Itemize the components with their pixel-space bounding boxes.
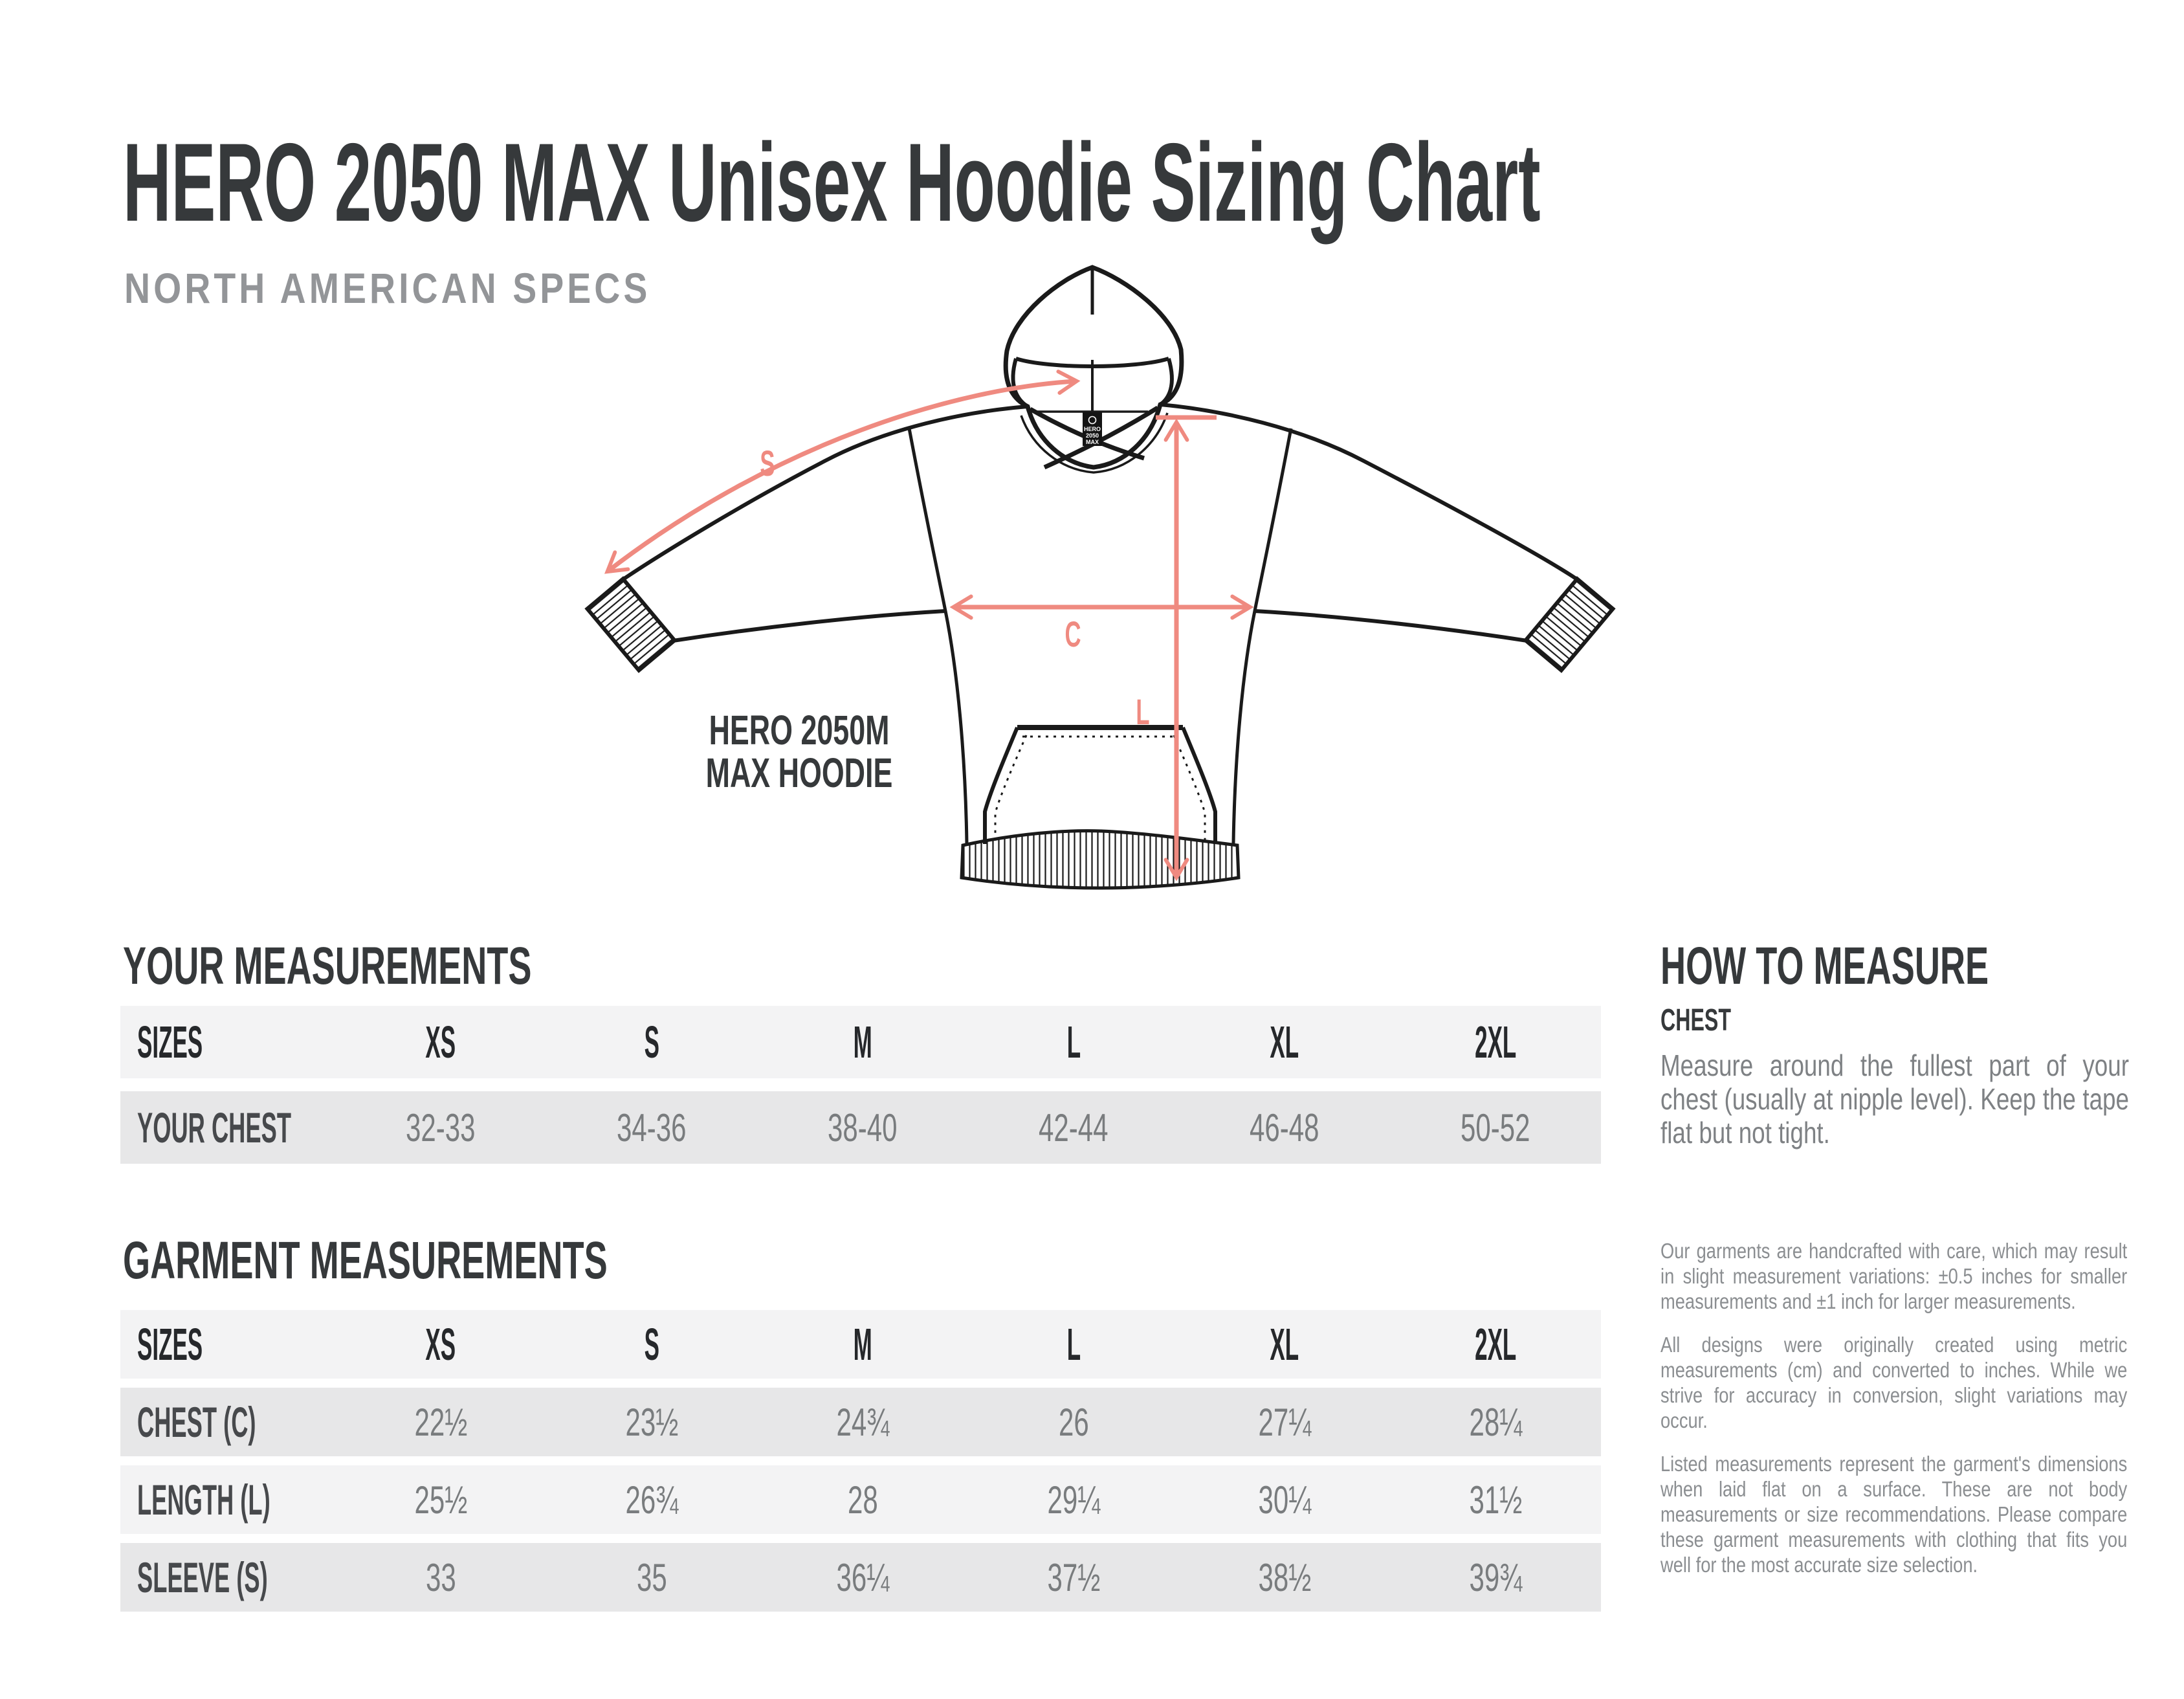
your-chest-2xl: 50-52 <box>1461 1105 1530 1149</box>
sleeve-arrow-label: S <box>760 443 775 483</box>
length-row <box>120 1465 1601 1534</box>
garment-header-row <box>120 1310 1601 1379</box>
chest-arrow-label: C <box>1064 614 1081 654</box>
column-header-l: L <box>1066 1017 1081 1067</box>
sleeve-s: 35 <box>636 1555 667 1599</box>
length-s: 26¾ <box>625 1478 678 1522</box>
kangaroo-pocket <box>985 727 1215 844</box>
column-header-2xl: 2XL <box>1474 1017 1517 1067</box>
garment-header-2xl: 2XL <box>1474 1319 1517 1370</box>
your-chest-xs: 32-33 <box>406 1105 476 1149</box>
row-label-sleeve: SLEEVE (S) <box>137 1553 268 1601</box>
sleeve-row <box>120 1543 1601 1612</box>
chest-row <box>120 1388 1601 1456</box>
row-label-chest: CHEST (C) <box>137 1398 256 1446</box>
garment-header-m: M <box>853 1319 872 1370</box>
hood <box>1006 267 1182 472</box>
your-chest-xl: 46-48 <box>1250 1105 1319 1149</box>
your-chest-m: 38-40 <box>828 1105 898 1149</box>
sleeve-m: 36¼ <box>836 1555 889 1599</box>
note-paragraph-1: Our garments are handcrafted with care, which may result in slight measurement variations: ±0.5 inches for smaller measurements and ±1 inch for larger measurements. <box>1660 1239 2128 1314</box>
length-xs: 25½ <box>414 1478 467 1522</box>
length-l: 29¼ <box>1047 1478 1100 1522</box>
chest-2xl: 28¼ <box>1469 1400 1522 1444</box>
disclaimer-notes <box>1660 1239 2127 1596</box>
left-cuff <box>588 579 675 670</box>
column-header-sizes: SIZES <box>137 1017 203 1067</box>
note-paragraph-2: All designs were originally created using metric measurements (cm) and converted to inches. While we strive for accuracy in conversion, slight variations may occur. <box>1660 1333 2128 1433</box>
garment-header-sizes: SIZES <box>137 1319 203 1370</box>
how-to-measure-subheading: CHEST <box>1660 1003 1732 1038</box>
neck-tag-line2: 2050 <box>1085 432 1099 439</box>
garment-header-l: L <box>1066 1319 1081 1370</box>
garment-measurements-heading: GARMENT MEASUREMENTS <box>123 1231 608 1290</box>
chest-xl: 27¼ <box>1258 1400 1311 1444</box>
chest-s: 23½ <box>625 1400 678 1444</box>
sleeve-xs: 33 <box>425 1555 456 1599</box>
column-header-m: M <box>853 1017 872 1067</box>
chest-m: 24¾ <box>836 1400 889 1444</box>
neck-tag-line3: MAX <box>1086 439 1099 445</box>
sleeve-l: 37½ <box>1047 1555 1100 1599</box>
length-xl: 30¼ <box>1258 1478 1311 1522</box>
right-cuff <box>1526 579 1613 670</box>
product-label-line1: HERO 2050M <box>709 707 890 753</box>
your-measurements-heading: YOUR MEASUREMENTS <box>123 937 532 995</box>
length-2xl: 31½ <box>1469 1478 1522 1522</box>
chest-l: 26 <box>1058 1400 1089 1444</box>
measurement-arrows <box>608 381 1249 876</box>
hoodie-diagram <box>582 252 1631 951</box>
chest-xs: 22½ <box>414 1400 467 1444</box>
row-label-your-chest: YOUR CHEST <box>137 1104 291 1151</box>
column-header-xs: XS <box>425 1017 456 1067</box>
neck-tag-line1: HERO <box>1083 426 1101 432</box>
your-chest-s: 34-36 <box>617 1105 687 1149</box>
garment-header-xs: XS <box>425 1319 456 1370</box>
garment-header-s: S <box>644 1319 659 1370</box>
how-to-measure-heading: HOW TO MEASURE <box>1660 937 1989 995</box>
hoodie-body <box>909 428 1291 844</box>
note-paragraph-3: Listed measurements represent the garment's dimensions when laid flat on a surface. These are not body measurements or size recommendations. Please compare these garment measurements with clothing that fits you well for the most accurate size selection. <box>1660 1452 2128 1577</box>
your-chest-l: 42-44 <box>1039 1105 1109 1149</box>
page-subtitle-text: NORTH AMERICAN SPECS <box>124 264 651 312</box>
length-arrow-label: L <box>1136 691 1150 732</box>
your-chest-row <box>120 1091 1601 1164</box>
sleeve-2xl: 39¾ <box>1469 1555 1522 1599</box>
column-header-xl: XL <box>1270 1017 1299 1067</box>
row-label-length: LENGTH (L) <box>137 1476 270 1524</box>
garment-header-xl: XL <box>1270 1319 1299 1370</box>
how-to-measure-body: Measure around the fullest part of your chest (usually at nipple level). Keep the tape flat but not tight. <box>1660 1049 2129 1149</box>
column-header-s: S <box>644 1017 659 1067</box>
product-label <box>647 709 951 794</box>
hem-band <box>962 831 1239 888</box>
length-m: 28 <box>847 1478 878 1522</box>
page-title <box>123 120 2184 245</box>
your-measurements-header-row <box>120 1006 1601 1078</box>
product-label-line2: MAX HOODIE <box>705 750 893 796</box>
neck-tag <box>1083 412 1102 446</box>
sleeve-xl: 38½ <box>1258 1555 1311 1599</box>
page-title-text: HERO 2050 MAX Unisex Hoodie Sizing Chart <box>123 120 1541 245</box>
